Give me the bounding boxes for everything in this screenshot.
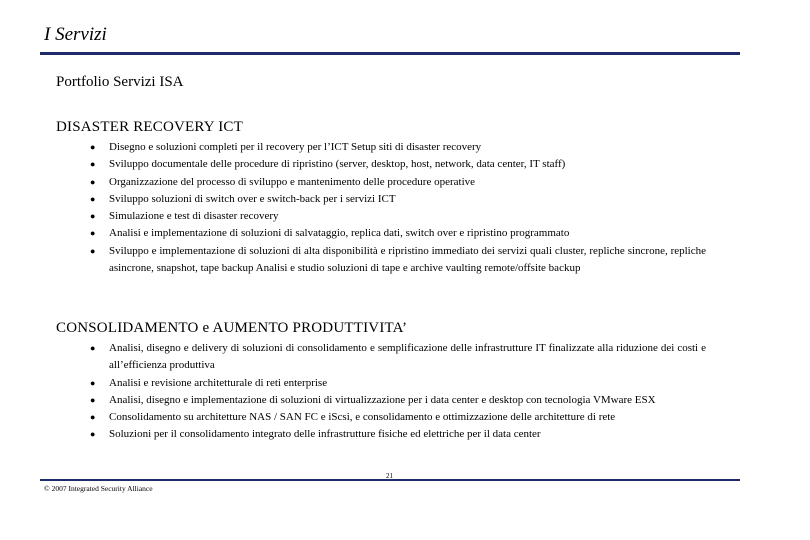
page-number: 21: [386, 472, 393, 480]
disaster-recovery-list: [90, 139, 706, 277]
bullet-icon: ●: [90, 176, 96, 187]
bullet-icon: ●: [90, 159, 96, 170]
bullet-icon: ●: [90, 429, 96, 440]
list-item-text: Consolidamento su architetture NAS / SAN FC e iScsi, e consolidamento e ottimizzazione delle architetture di rete: [109, 411, 616, 424]
list-item-text: Analisi, disegno e implementazione di soluzioni di virtualizzazione per i data center e desktop con tecnologia VMware ESX: [109, 393, 656, 406]
list-item: [90, 375, 706, 392]
copyright-notice: © 2007 Integrated Security Alliance: [44, 484, 153, 493]
list-item-text: Analisi, disegno e delivery di soluzioni di consolidamento e semplificazione delle infrastrutture IT finalizzate alla riduzione dei costi e all’efficienza produttiva: [109, 342, 706, 372]
bullet-icon: ●: [90, 245, 96, 256]
list-item: [90, 208, 706, 225]
list-item-text: Disegno e soluzioni completi per il recovery per l’ICT Setup siti di disaster recovery: [109, 141, 482, 153]
list-item: [90, 243, 706, 278]
bullet-icon: ●: [90, 142, 96, 152]
list-item-text: Sviluppo documentale delle procedure di ripristino (server, desktop, host, network, data center, IT staff): [109, 158, 566, 171]
header-divider: [40, 52, 740, 55]
page-title: I Servizi: [44, 24, 107, 45]
list-item: [90, 426, 706, 443]
list-item-text: Analisi e implementazione di soluzioni di salvataggio, replica dati, switch over e ripristino programmato: [109, 227, 570, 240]
list-item: [90, 409, 706, 426]
list-item-text: Sviluppo e implementazione di soluzioni di alta disponibilità e ripristino immediato dei servizi quali cluster, repliche sincrone, repliche asincrone, snapshot, tape backup Analisi e studio soluzioni di tape e archive vaulting remote/offsite backup: [109, 244, 706, 275]
bullet-icon: ●: [90, 343, 96, 353]
subtitle: Portfolio Servizi ISA: [56, 74, 184, 90]
list-item: [90, 225, 706, 242]
list-item: [90, 340, 706, 375]
bullet-icon: ●: [90, 377, 96, 388]
bullet-icon: ●: [90, 412, 96, 423]
list-item-text: Sviluppo soluzioni di switch over e switch-back per i servizi ICT: [109, 192, 396, 205]
list-item: [90, 174, 706, 191]
list-item-text: Organizzazione del processo di sviluppo e mantenimento delle procedure operative: [109, 175, 476, 188]
list-item-text: Soluzioni per il consolidamento integrato delle infrastrutture fisiche ed elettriche per il data center: [109, 428, 541, 441]
bullet-icon: ●: [90, 228, 96, 239]
bullet-icon: ●: [90, 394, 96, 405]
consolidamento-list: [90, 340, 706, 444]
list-item-text: Analisi e revisione architetturale di reti enterprise: [109, 376, 328, 389]
list-item-text: Simulazione e test di disaster recovery: [109, 210, 279, 223]
bullet-icon: ●: [90, 211, 96, 222]
list-item: [90, 191, 706, 208]
section-heading-disaster-recovery: DISASTER RECOVERY ICT: [56, 119, 243, 135]
list-item: [90, 139, 706, 156]
list-item: [90, 392, 706, 409]
list-item: [90, 156, 706, 173]
bullet-icon: ●: [90, 193, 96, 204]
section-heading-consolidamento: CONSOLIDAMENTO e AUMENTO PRODUTTIVITA’: [56, 320, 408, 336]
